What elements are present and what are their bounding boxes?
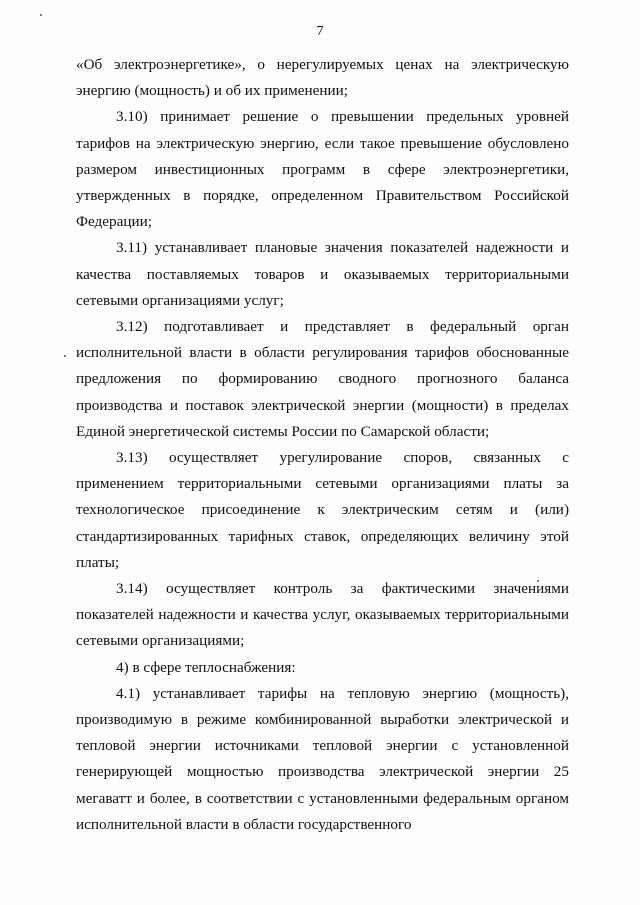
paragraph: 3.12) подготавливает и представляет в федеральный орган исполнительной власти в области регулирования тарифов обоснованные предложения по формированию сводного прогнозного баланса производства и поставок электрической энергии (мощности) в пределах Единой энергетической системы России по Самарской области; [76, 318, 569, 440]
paragraph: 4.1) устанавливает тарифы на тепловую энергию (мощность), производимую в режиме комбинированной выработки электрической и тепловой энергии источниками тепловой энергии с установленной генерирующей мощностью производства электрической энергии 25 мегаватт и более, в соответствии с установленными федеральным органом исполнительной власти в области государственного [76, 684, 569, 833]
paragraph: 3.14) осуществляет контроль за фактическими значениями показателей надежности и качества услуг, оказываемых территориальными сетевыми организациями; [76, 580, 569, 650]
document-body [76, 52, 569, 838]
scan-speck [64, 355, 66, 357]
paragraph: 4) в сфере теплоснабжения: [116, 658, 296, 676]
page-number: 7 [316, 24, 324, 39]
paragraph: 3.11) устанавливает плановые значения показателей надежности и качества поставляемых товаров и оказываемых территориальными сетевыми организациями услуг; [76, 239, 569, 309]
paragraph: «Об электроэнергетике», о нерегулируемых ценах на электрическую энергию (мощность) и об их применении; [76, 56, 569, 100]
paragraph: 3.10) принимает решение о превышении предельных уровней тарифов на электрическую энергию, если такое превышение обусловлено размером инвестиционных программ в сфере электроэнергетики, утвержденных в порядке, определенном Правительством Российской Федерации; [76, 108, 569, 231]
scan-speck [40, 14, 42, 16]
paragraph: 3.13) осуществляет урегулирование споров, связанных с применением территориальными сетевыми организациями платы за технологическое присоединение к электрическим сетям и (или) стандартизированных тарифных ставок, определяющих величину этой платы; [76, 449, 569, 571]
